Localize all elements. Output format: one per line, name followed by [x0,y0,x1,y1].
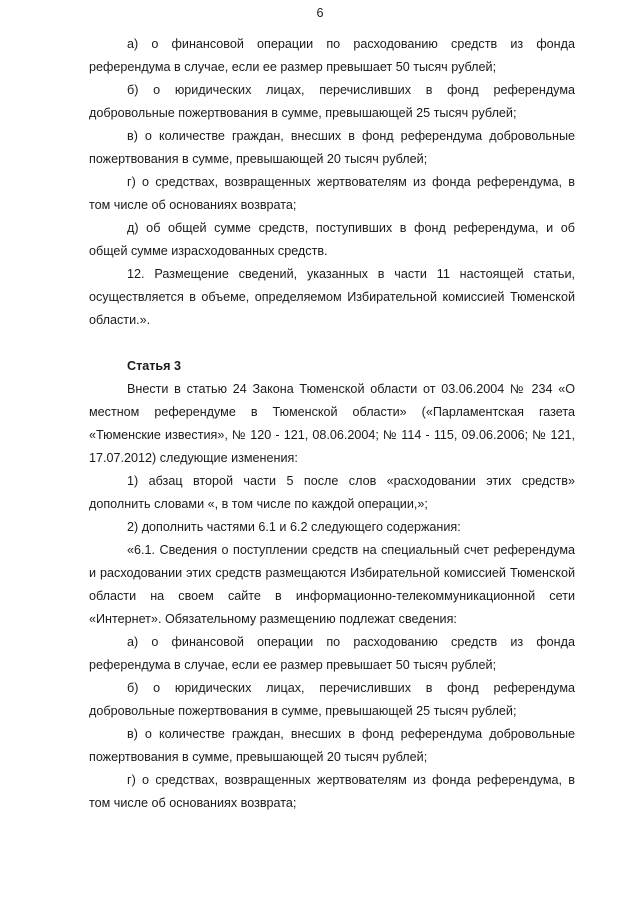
paragraph: 12. Размещение сведений, указанных в части 11 настоящей статьи, осуществляется в объеме, определяемом Избирательной комиссией Тюменской области.». [89,267,575,327]
paragraph: 1) абзац второй части 5 после слов «расходовании этих средств» дополнить словами «, в том числе по каждой операции,»; [89,474,575,511]
paragraph: 2) дополнить частями 6.1 и 6.2 следующего содержания: [127,520,461,534]
document-body [89,33,575,815]
paragraph: Внести в статью 24 Закона Тюменской области от 03.06.2004 № 234 «О местном референдуме в Тюменской области» («Парламентская газета «Тюменские известия», № 120 - 121, 08.06.2004; № 114 - 115, 09.06.2006; № 121, 17.07.2012) следующие изменения: [89,382,575,465]
paragraph: а) о финансовой операции по расходованию средств из фонда референдума в случае, если ее размер превышает 50 тысяч рублей; [89,37,575,74]
paragraph: б) о юридических лицах, перечисливших в фонд референдума добровольные пожертвования в сумме, превышающей 25 тысяч рублей; [89,83,575,120]
paragraph: в) о количестве граждан, внесших в фонд референдума добровольные пожертвования в сумме, превышающей 20 тысяч рублей; [89,129,575,166]
paragraph: д) об общей сумме средств, поступивших в фонд референдума, и об общей сумме израсходованных средств. [89,221,575,258]
paragraph: г) о средствах, возвращенных жертвователям из фонда референдума, в том числе об основаниях возврата; [89,773,575,810]
paragraph: «6.1. Сведения о поступлении средств на специальный счет референдума и расходовании этих средств размещаются Избирательной комиссией Тюменской области на своем сайте в информационно-телекоммуникационной сети «Интернет». Обязательному размещению подлежат сведения: [89,543,575,626]
article-heading: Статья 3 [127,359,182,373]
page-number: 6 [316,6,324,20]
paragraph: г) о средствах, возвращенных жертвователям из фонда референдума, в том числе об основаниях возврата; [89,175,575,212]
paragraph: а) о финансовой операции по расходованию средств из фонда референдума в случае, если ее размер превышает 50 тысяч рублей; [89,635,575,672]
paragraph: в) о количестве граждан, внесших в фонд референдума добровольные пожертвования в сумме, превышающей 20 тысяч рублей; [89,727,575,764]
paragraph: б) о юридических лицах, перечисливших в фонд референдума добровольные пожертвования в сумме, превышающей 25 тысяч рублей; [89,681,575,718]
